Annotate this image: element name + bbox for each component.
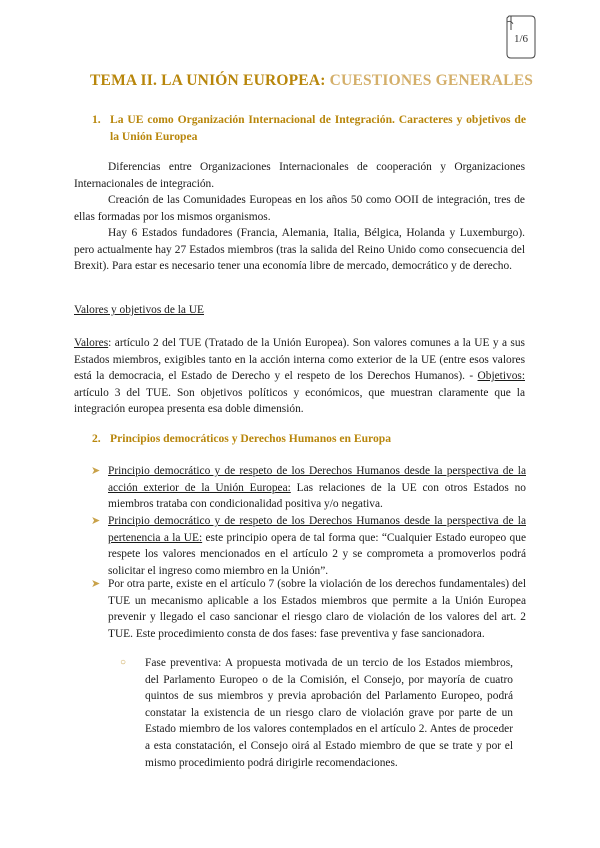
paragraph-estados: Hay 6 Estados fundadores (Francia, Alemania, Italia, Bélgica, Holanda y Luxemburgo). pero actualmente hay 27 Estados miembros (tras la salida del Reino Unido como consecuencia del Brexit). Para estar es necesario tener una economía libre de mercado, democrático y de derecho. bbox=[74, 227, 525, 273]
paragraph-diferencias: Diferencias entre Organizaciones Internacionales de cooperación y Organizaciones Internacionales de integración. bbox=[74, 161, 525, 190]
title-part2: CUESTIONES GENERALES bbox=[325, 72, 534, 89]
title-part1: TEMA II. LA UNIÓN EUROPEA: bbox=[90, 72, 326, 89]
values-heading bbox=[74, 302, 525, 319]
valores-text: : artículo 2 del TUE (Tratado de la Unión Europea). Son valores comunes a la UE y a sus Estados miembros, exigibles tanto en la acción interna como exterior de la UE (entre esos valores está la democracia, el Estado de Derecho y el respeto de los Derechos Humanos). - bbox=[74, 337, 525, 383]
page-number-badge bbox=[505, 14, 537, 60]
section1-heading bbox=[92, 112, 532, 146]
bullet-3-text: Por otra parte, existe en el artículo 7 (sobre la violación de los derechos fundamentales) del TUE un mecanismo aplicable a los Estados miembros que permite a la Unión Europea prevenir y llegado el caso sancionar el riesgo claro de violación de los valores del art. 2 TUE. Este procedimiento consta de dos fases: fase preventiva y fase sancionadora. bbox=[108, 578, 526, 640]
circle-bullet-icon: ○ bbox=[120, 657, 127, 668]
objetivos-text: artículo 3 del TUE. Son objetivos políticos y económicos, que muestran claramente que la integración europea presenta esa doble dimensión. bbox=[74, 386, 525, 416]
bullet-1-text: Las relaciones de la UE con otros Estados no miembros trataba con condicionalidad positiva y/o negativa. bbox=[108, 481, 526, 511]
bullet-1-underlined: Principio democrático y de respeto de los Derechos Humanos desde la perspectiva de la acción exterior de la Unión Europea: bbox=[108, 465, 526, 494]
arrow-bullet-icon: ➤ bbox=[91, 465, 101, 477]
valores-label: Valores bbox=[74, 337, 109, 349]
bullet-2-text: este principio opera de tal forma que: “Cualquier Estado europeo que respete los valores mencionados en el artículo 2 y se comprometa a promoverlos podrá solicitar el ingreso como miembro en la Unión”. bbox=[108, 531, 526, 577]
sub-bullet-text: Fase preventiva: A propuesta motivada de un tercio de los Estados miembros, del Parlamento Europeo o de la Comisión, el Consejo, por mayoría de cuatro quintos de sus miembros y previa aprobación del Parlamento Europeo, podrá constatar la existencia de un riesgo claro de violación grave por parte de un Estado miembro de los valores contemplados en el artículo 2. Antes de proceder a esta constatación, el Consejo oirá al Estado miembro de que se trate y por el mismo procedimiento podrá dirigirle recomendaciones. bbox=[145, 657, 513, 769]
values-heading-text: Valores y objetivos de la UE bbox=[74, 304, 205, 316]
objetivos-label: Objetivos: bbox=[477, 370, 525, 383]
page-number: 1/6 bbox=[513, 33, 529, 45]
paragraph-creacion: Creación de las Comunidades Europeas en los años 50 como OOII de integración, tres de ellas formadas por los mismos organismos. bbox=[74, 194, 525, 223]
section1-number: 1. bbox=[92, 113, 101, 126]
section2-heading-text: Principios democráticos y Derechos Humanos en Europa bbox=[110, 432, 392, 445]
section2-heading bbox=[92, 431, 532, 449]
section2-number: 2. bbox=[92, 432, 101, 445]
arrow-bullet-icon: ➤ bbox=[91, 515, 101, 527]
document-title bbox=[90, 72, 533, 90]
arrow-bullet-icon: ➤ bbox=[91, 578, 101, 590]
values-paragraph bbox=[74, 335, 525, 418]
section1-heading-text: La UE como Organización Internacional de Integración. Caracteres y objetivos de la Unión Europea bbox=[110, 113, 526, 143]
bullet-2-underlined: Principio democrático y de respeto de los Derechos Humanos desde la perspectiva de la pertenencia a la UE: bbox=[108, 515, 526, 544]
